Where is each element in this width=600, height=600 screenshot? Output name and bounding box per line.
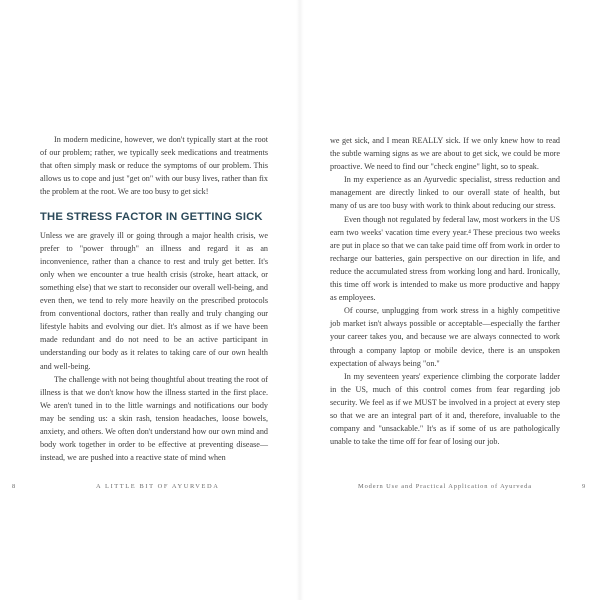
section-heading: THE STRESS FACTOR IN GETTING SICK: [40, 211, 263, 224]
right-text-column: [330, 134, 560, 448]
body-paragraph: Unless we are gravely ill or going through a major health crisis, we prefer to "power through" an illness and regard it as an inconvenience, rather than a chance to rest and truly get better. It's only when we encounter a true health crisis (stroke, heart attack, or something else) that we start to reconsider our overall well-being, and even then, we tend to rely more heavily on the prescribed protocols from conventional doctors, rather than really and truly changing our lifestyle habits and evolving our diet. It's almost as if we have been made redundant and do not need to be an active participant in understanding our body as it relates to taking care of our own health and well-being.: [40, 230, 268, 371]
left-text-column: [40, 133, 268, 464]
page-number: 9: [582, 483, 586, 490]
running-footer: Modern Use and Practical Application of Ayurveda: [358, 483, 532, 490]
continued-paragraph: we get sick, and I mean REALLY sick. If we only knew how to read the subtle warning signs as we are about to get sick, we could be more proactive. We need to find our "check engine" light, so to speak.: [330, 136, 560, 172]
body-paragraph: The challenge with not being thoughtful about treating the root of illness is that we don't know how the illness started in the first place. We aren't tuned in to the little warnings and notifications our body may be sending us: a skin rash, tension headaches, loose bowels, anxiety, and others. We often don't understand how our own mind and body work together in order to be effective at preventing disease—instead, we are pushed into a reactive state of mind when: [40, 374, 268, 463]
body-paragraph: In my seventeen years' experience climbing the corporate ladder in the US, much of this control comes from fear regarding job security. We feel as if we MUST be involved in a project at every step so that we are an integral part of it and, therefore, invaluable to the company and "unsackable." It's as if some of us are pathologically unable to take the time off for fear of losing our job.: [330, 371, 560, 447]
body-paragraph: Even though not regulated by federal law, most workers in the US earn two weeks' vacation time every year.⁴ These precious two weeks are put in place so that we can take paid time off from work in order to recharge our batteries, gain perspective on our direction in life, and reduce the accumulated stress from working long and hard. Ironically, this time off work is intended to make us more productive and happy as employees.: [330, 214, 560, 303]
intro-paragraph: In modern medicine, however, we don't typically start at the root of our problem; rather, we typically seek medications and treatments that often simply mask or reduce the symptoms of our problem. This allows us to cope and just "get on" with our busy lives, rather than fix the problem at the root. We are too busy to get sick!: [40, 135, 268, 197]
body-paragraph: In my experience as an Ayurvedic specialist, stress reduction and management are directly linked to our overall state of health, but many of us are too busy with work to think about reducing our stress.: [330, 175, 560, 211]
body-paragraph: Of course, unplugging from work stress in a highly competitive job market isn't always possible or acceptable—especially the farther your career takes you, and because we are always connected to work through a company laptop or mobile device, there is an unspoken expectation of always being "on.": [330, 306, 560, 368]
running-footer: A LITTLE BIT OF AYURVEDA: [96, 483, 220, 490]
page-number: 8: [12, 483, 16, 490]
right-page: [300, 0, 600, 600]
